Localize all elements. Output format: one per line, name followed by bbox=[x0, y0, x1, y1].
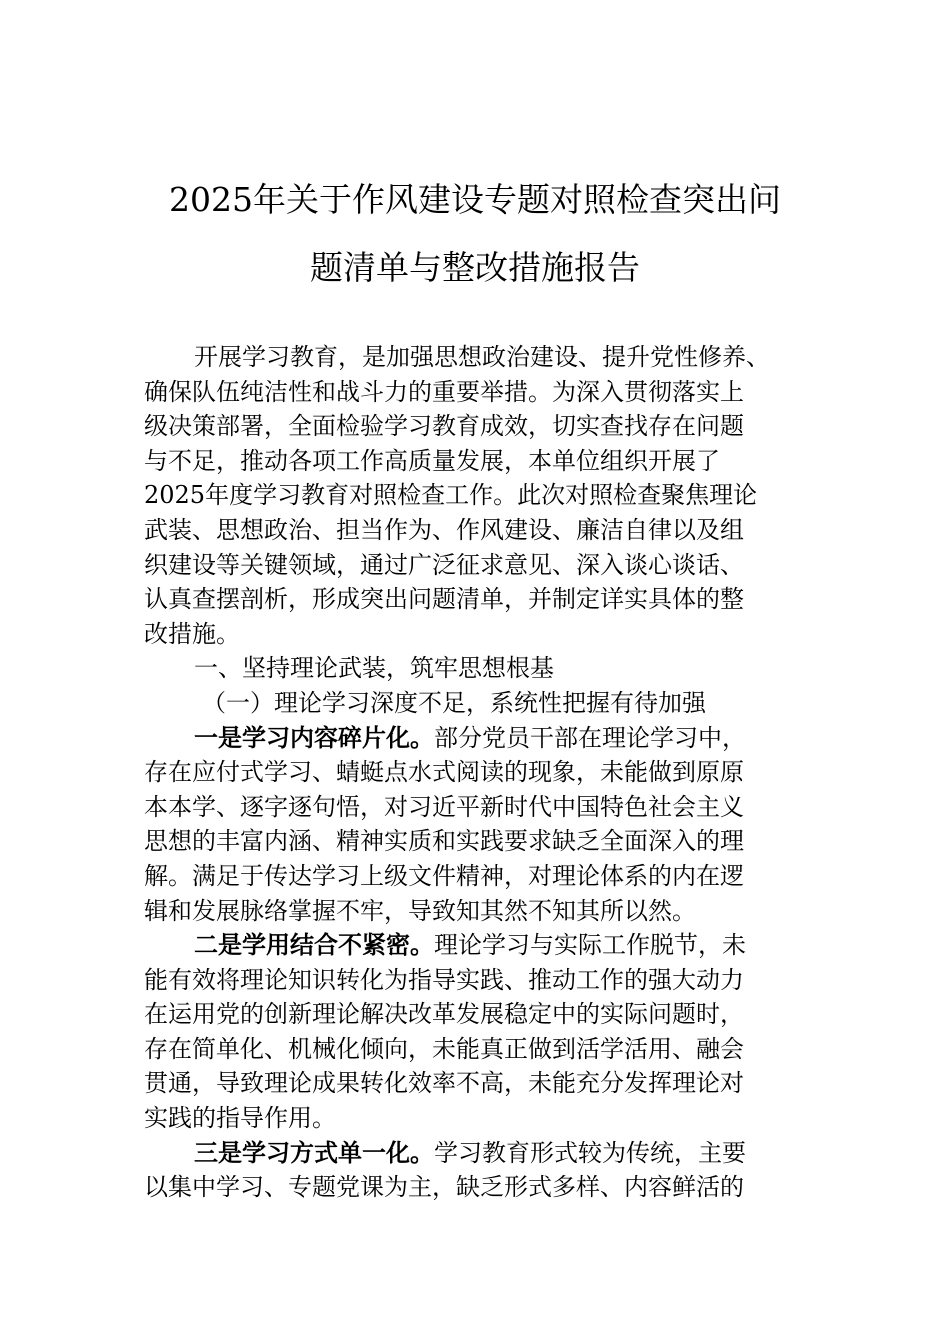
point-line: 存在简单化、机械化倾向，未能真正做到活学活用、融会 bbox=[144, 1034, 744, 1063]
intro-line: 确保队伍纯洁性和战斗力的重要举措。为深入贯彻落实上 bbox=[144, 377, 744, 406]
point-line: 实践的指导作用。 bbox=[144, 1104, 336, 1133]
point-first-line-text: 部分党员干部在理论学习中， bbox=[434, 723, 746, 752]
point-lead: 二是学用结合不紧密。 bbox=[194, 930, 434, 960]
document-body bbox=[144, 340, 814, 1205]
point-line: 思想的丰富内涵、精神实质和实践要求缺乏全面深入的理 bbox=[144, 827, 744, 856]
point-line: 贯通，导致理论成果转化效率不高，未能充分发挥理论对 bbox=[144, 1069, 744, 1098]
point-lead: 一是学习内容碎片化。 bbox=[194, 722, 434, 752]
intro-line: 与不足，推动各项工作高质量发展，本单位组织开展了 bbox=[144, 446, 720, 475]
intro-line: 改措施。 bbox=[144, 619, 240, 648]
intro-line: 织建设等关键领域，通过广泛征求意见、深入谈心谈话、 bbox=[144, 550, 744, 579]
point-line: 解。满足于传达学习上级文件精神，对理论体系的内在逻 bbox=[144, 861, 744, 890]
point-paragraph-1 bbox=[144, 721, 814, 929]
subsection-heading: （一）理论学习深度不足，系统性把握有待加强 bbox=[202, 688, 706, 717]
intro-line: 开展学习教育，是加强思想政治建设、提升党性修养、 bbox=[194, 343, 770, 371]
point-first-line-text: 理论学习与实际工作脱节，未 bbox=[434, 931, 746, 960]
point-first-line-text: 学习教育形式较为传统，主要 bbox=[434, 1138, 746, 1167]
point-first-line bbox=[144, 721, 814, 756]
section-heading: 一、坚持理论武装，筑牢思想根基 bbox=[194, 654, 554, 683]
point-line: 以集中学习、专题党课为主，缺乏形式多样、内容鲜活的 bbox=[144, 1173, 744, 1202]
point-lead: 三是学习方式单一化。 bbox=[194, 1137, 434, 1167]
intro-line: 级决策部署，全面检验学习教育成效，切实查找存在问题 bbox=[144, 412, 744, 441]
document-title-line-2: 题清单与整改措施报告 bbox=[310, 248, 640, 287]
intro-line: 2025年度学习教育对照检查工作。此次对照检查聚焦理论 bbox=[144, 481, 758, 510]
point-line: 本本学、逐字逐句悟，对习近平新时代中国特色社会主义 bbox=[144, 792, 744, 821]
document-title-line-1: 2025年关于作风建设专题对照检查突出问 bbox=[169, 180, 781, 219]
intro-line: 武装、思想政治、担当作为、作风建设、廉洁自律以及组 bbox=[144, 515, 744, 544]
point-line: 辑和发展脉络掌握不牢，导致知其然不知其所以然。 bbox=[144, 896, 696, 925]
point-line: 存在应付式学习、蜻蜓点水式阅读的现象，未能做到原原 bbox=[144, 758, 744, 787]
point-line: 能有效将理论知识转化为指导实践、推动工作的强大动力 bbox=[144, 965, 744, 994]
point-paragraph-3 bbox=[144, 1136, 814, 1205]
point-line: 在运用党的创新理论解决改革发展稳定中的实际问题时， bbox=[144, 1000, 744, 1029]
point-paragraph-2 bbox=[144, 928, 814, 1136]
point-first-line bbox=[144, 928, 814, 963]
intro-line: 认真查摆剖析，形成突出问题清单，并制定详实具体的整 bbox=[144, 585, 744, 614]
intro-paragraph bbox=[144, 340, 814, 651]
point-first-line bbox=[144, 1136, 814, 1171]
